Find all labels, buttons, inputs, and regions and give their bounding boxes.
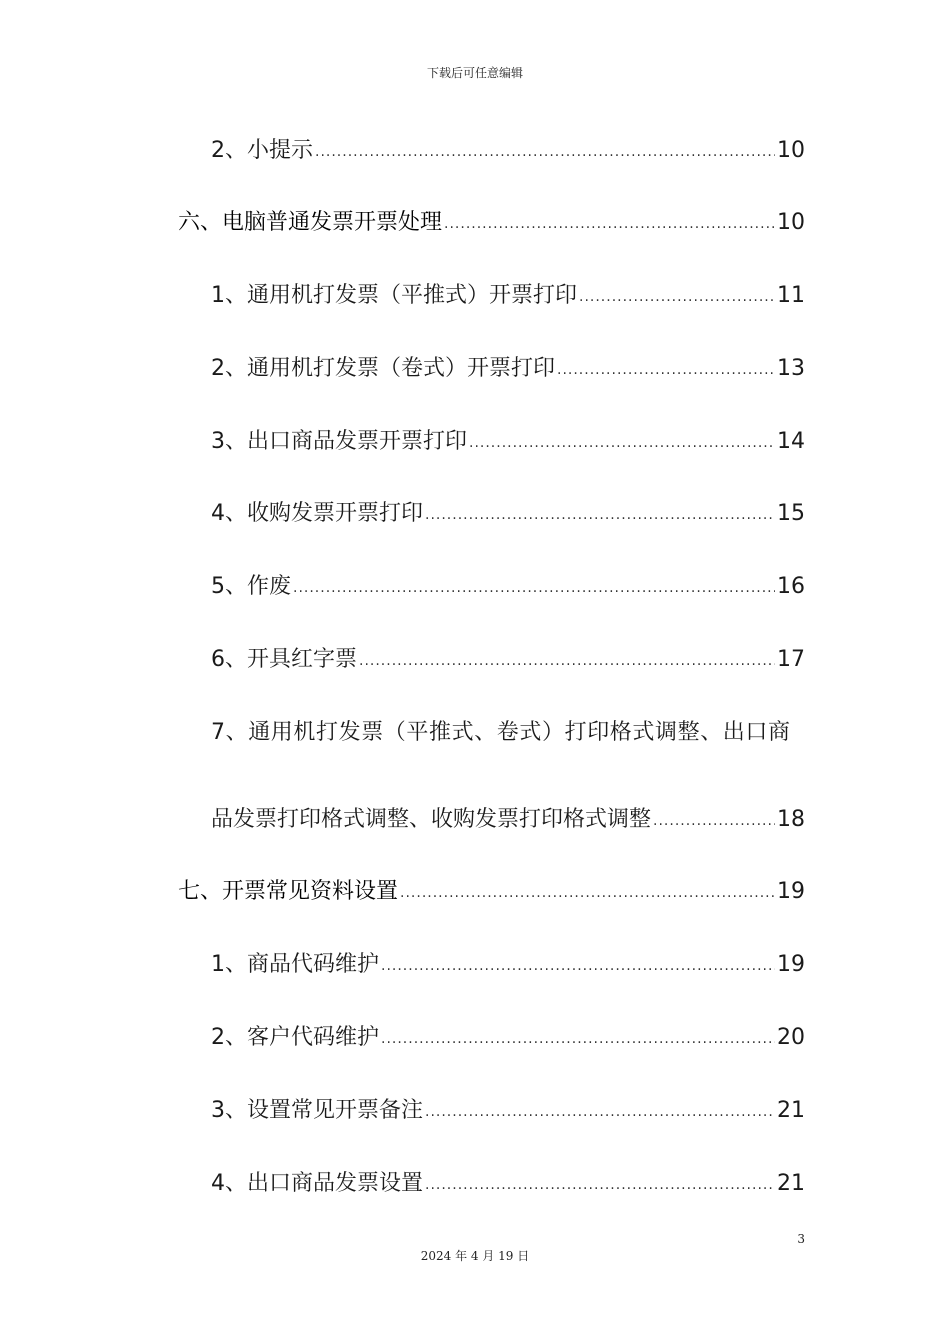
toc-entry-title: 5、作废	[211, 574, 291, 599]
toc-entry[interactable]	[211, 354, 805, 386]
toc-entry[interactable]	[211, 499, 805, 531]
toc-entry[interactable]	[211, 281, 805, 313]
toc-section-title: 六、电脑普通发票开票处理	[178, 210, 443, 235]
toc-entry-page: 11	[777, 283, 805, 308]
toc-entry-title: 1、商品代码维护	[211, 952, 379, 977]
toc-entry-page: 15	[777, 501, 805, 526]
toc-entry-page: 17	[777, 647, 805, 672]
toc-entry-title: 6、开具红字票	[211, 647, 357, 672]
toc-entry-page: 14	[777, 429, 805, 454]
toc-entry-title: 4、出口商品发票设置	[211, 1171, 423, 1196]
toc-entry[interactable]	[211, 572, 805, 604]
toc-leader-dots	[400, 876, 775, 908]
toc-entry-page: 16	[777, 574, 805, 599]
toc-entry-page: 21	[777, 1098, 805, 1123]
toc-section-entry[interactable]	[178, 208, 805, 240]
toc-leader-dots	[469, 426, 775, 458]
toc-entry[interactable]	[211, 805, 805, 837]
toc-leader-dots	[425, 1095, 775, 1127]
page-header: 下载后可任意编辑	[426, 66, 523, 80]
toc-leader-dots	[425, 1168, 775, 1200]
toc-leader-dots	[425, 498, 775, 530]
toc-section-entry[interactable]	[178, 877, 805, 909]
toc-entry[interactable]	[211, 645, 805, 677]
toc-entry-title: 3、出口商品发票开票打印	[211, 429, 467, 454]
toc-leader-dots	[293, 571, 775, 603]
toc-entry-title: 2、客户代码维护	[211, 1025, 379, 1050]
toc-entry-page: 19	[777, 879, 805, 904]
toc-entry[interactable]	[211, 1023, 805, 1055]
toc-leader-dots	[359, 644, 775, 676]
toc-leader-dots	[653, 804, 775, 836]
toc-entry-title: 2、通用机打发票（卷式）开票打印	[211, 356, 555, 381]
toc-entry-page: 10	[777, 138, 805, 163]
toc-entry-title-line1[interactable]: 7、通用机打发票（平推式、卷式）打印格式调整、出口商	[211, 720, 791, 745]
toc-entry[interactable]	[211, 1096, 805, 1128]
page-number: 3	[797, 1232, 805, 1246]
toc-entry-page: 21	[777, 1171, 805, 1196]
toc-leader-dots	[557, 353, 775, 385]
toc-leader-dots	[381, 949, 775, 981]
toc-leader-dots	[381, 1022, 775, 1054]
toc-entry-title: 4、收购发票开票打印	[211, 501, 423, 526]
toc-leader-dots	[579, 280, 775, 312]
toc-entry[interactable]	[211, 1169, 805, 1201]
footer-date: 2024 年 4 月 19 日	[420, 1249, 530, 1263]
toc-entry-title: 2、小提示	[211, 138, 313, 163]
toc-leader-dots	[315, 135, 775, 167]
toc-entry-title: 1、通用机打发票（平推式）开票打印	[211, 283, 577, 308]
toc-entry-page: 13	[777, 356, 805, 381]
toc-leader-dots	[444, 207, 775, 239]
toc-entry-title: 品发票打印格式调整、收购发票打印格式调整	[211, 807, 652, 832]
toc-entry-page: 19	[777, 952, 805, 977]
toc-section-title: 七、开票常见资料设置	[178, 879, 399, 904]
toc-entry[interactable]	[211, 136, 805, 168]
toc-entry[interactable]	[211, 950, 805, 982]
toc-entry-page: 10	[777, 210, 805, 235]
toc-entry-page: 18	[777, 807, 805, 832]
toc-entry-title: 3、设置常见开票备注	[211, 1098, 423, 1123]
toc-entry-page: 20	[777, 1025, 805, 1050]
toc-entry[interactable]	[211, 427, 805, 459]
